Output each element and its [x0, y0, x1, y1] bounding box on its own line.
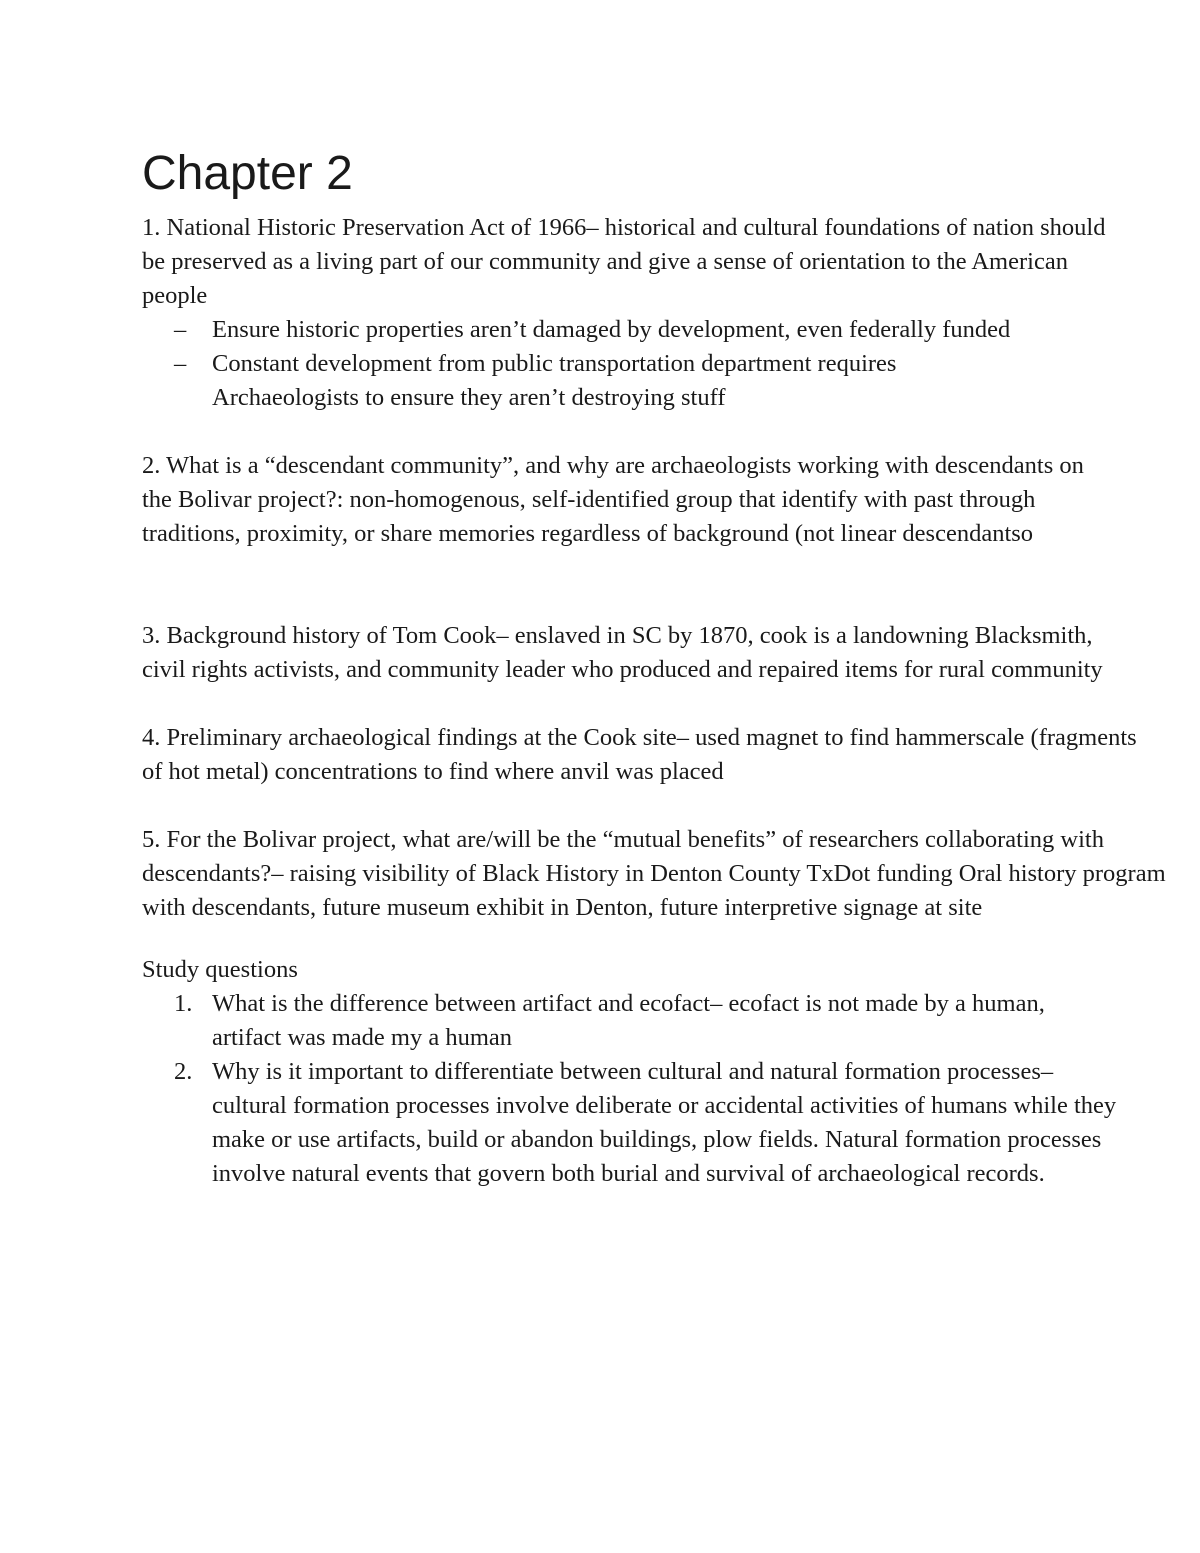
item-number: 1.	[174, 990, 193, 1017]
question-1: 1. National Historic Preservation Act of 1966– historical and cultural foundations of nation should be preserved as a living part of our community and give a sense of orientation to the American people	[142, 214, 1106, 309]
question-3: 3. Background history of Tom Cook– enslaved in SC by 1870, cook is a landowning Blacksmith, civil rights activists, and community leader who produced and repaired items for rural community	[142, 622, 1103, 683]
question-5: 5. For the Bolivar project, what are/will be the “mutual benefits” of researchers collaborating with descendants?– raising visibility of Black History in Denton County TxDot funding Oral history program with descendants, future museum exhibit in Denton, future interpretive signage at site	[142, 826, 1166, 921]
study-questions-heading: Study questions	[142, 956, 298, 983]
document-body	[142, 211, 1192, 1191]
question-1-bullets	[142, 313, 1192, 415]
item-number: 2.	[174, 1058, 193, 1085]
bullet-text: Constant development from public transportation department requires Archaeologists to ensure they aren’t destroying stuff	[212, 350, 897, 411]
study-question-item	[142, 1055, 1122, 1191]
question-2: 2. What is a “descendant community”, and why are archaeologists working with descendants on the Bolivar project?: non-homogenous, self-identified group that identify with past through traditions, proximity, or share memories regardless of background (not linear descendantso	[142, 452, 1084, 547]
document-page	[142, 145, 1192, 1191]
dash-marker: –	[174, 350, 187, 377]
page-title: Chapter 2	[142, 147, 353, 200]
bullet-item	[142, 347, 1042, 415]
bullet-item	[142, 313, 1192, 347]
bullet-text: Ensure historic properties aren’t damaged by development, even federally funded	[212, 316, 1011, 343]
study-questions-list	[142, 987, 1192, 1191]
question-4: 4. Preliminary archaeological findings at the Cook site– used magnet to find hammerscale (fragments of hot metal) concentrations to find where anvil was placed	[142, 724, 1137, 785]
dash-marker: –	[174, 316, 187, 343]
study-question-text: What is the difference between artifact and ecofact– ecofact is not made by a human, artifact was made my a human	[212, 990, 1045, 1051]
study-question-text: Why is it important to differentiate between cultural and natural formation processes– cultural formation processes involve deliberate or accidental activities of humans while they make or use artifacts, build or abandon buildings, plow fields. Natural formation processes involve natural events that govern both burial and survival of archaeological records.	[212, 1058, 1117, 1187]
study-question-item	[142, 987, 1117, 1055]
